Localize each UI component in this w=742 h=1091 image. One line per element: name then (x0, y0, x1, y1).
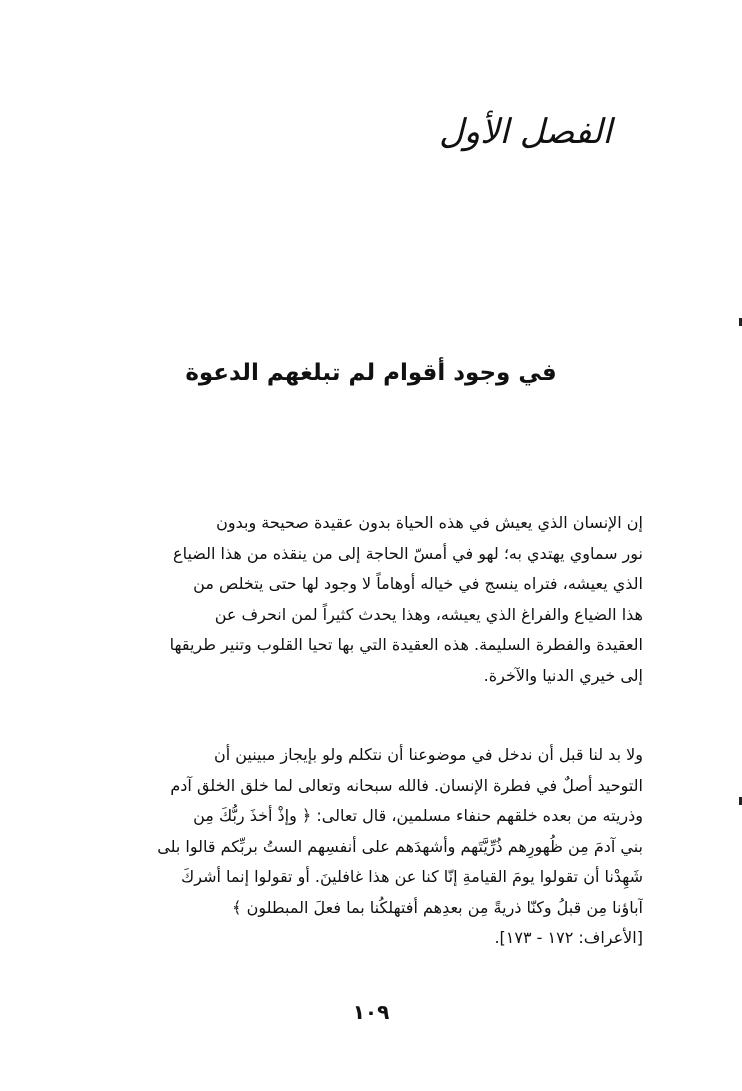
paragraph-line: بني آدمَ مِن ظُهورِهم ذُرِّيَّتَهم وأشهدَهم على أنفسِهم الستُ بربِّكم قالوا بلى (157, 836, 643, 856)
paragraph-line: [الأعراف: ١٧٢ - ١٧٣]. (494, 928, 643, 947)
section-title: في وجود أقوام لم تبلغهم الدعوة (185, 360, 557, 386)
page-number: ١٠٩ (352, 1000, 390, 1024)
paragraph-line: الذي يعيشه، فتراه ينسج في خياله أوهاماً لا وجود لها حتى يتخلص من (193, 574, 643, 593)
paragraph-line: ولا بد لنا قبل أن ندخل في موضوعنا أن نتكلم ولو بإيجاز مبينين أن (213, 745, 643, 764)
paragraph-line: هذا الضياع والفراغ الذي يعيشه، وهذا يحدث كثيراً لمن انحرف عن (214, 604, 643, 624)
chapter-heading: الفصل الأول (438, 112, 612, 152)
paragraph-line: شَهِدْنا أن تقولوا يومَ القيامةِ إنّا كنا عن هذا غافلينَ. أو تقولوا إنما أشركَ (181, 867, 643, 886)
paragraph-line: إن الإنسان الذي يعيش في هذه الحياة بدون عقيدة صحيحة وبدون (216, 513, 643, 532)
paragraph-line: آباؤنا مِن قبلُ وكنّا ذريةً مِن بعدِهم أفتهلكُنا بما فعلَ المبطلون ﴾ (232, 897, 643, 917)
paragraph-line: العقيدة والفطرة السليمة. هذه العقيدة التي بها تحيا القلوب وتنير طريقها (169, 635, 643, 654)
paragraph-line: التوحيد أصلٌ في فطرة الإنسان. فالله سبحانه وتعالى لما خلق الخلق آدم (170, 775, 643, 795)
paragraph-line: إلى خيري الدنيا والآخرة. (483, 665, 643, 685)
paragraph-line: وذريته من بعده خلقهم حنفاء مسلمين، قال تعالى: ﴿ وإذْ أخذَ ربُّكَ مِن (193, 806, 643, 825)
paragraph-2 (100, 740, 643, 954)
paragraph-line: نور سماوي يهتدي به؛ لهو في أمسّ الحاجة إلى من ينقذه من هذا الضياع (173, 543, 643, 563)
paragraph-1 (100, 508, 643, 691)
